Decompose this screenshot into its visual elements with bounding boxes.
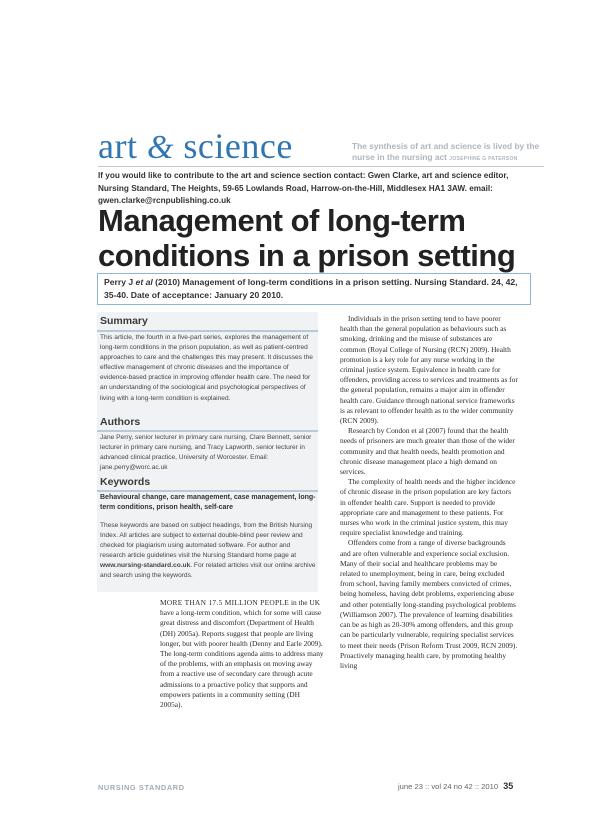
tagline-attribution: JOSEPHINE G PATERSON xyxy=(449,155,518,162)
body-paragraph-4: Offenders come from a range of diverse backgrounds and are often vulnerable and experience social exclusion. Many of their social and healthcare problems may be related to unemployment, being in care, being excluded from school, having family members convicted of crimes, being homeless, having debt problems, experiencing abuse and other potentially long-standing psychological problems (Williamson 2007). The prevalence of learning disabilities can be as high as 20-30% among offenders, and this group can be particularly vulnerable, requiring specialist services to meet their needs (Prison Reform Trust 2009, RCN 2009). Proactively managing health care, by promoting healthy living xyxy=(340,538,518,670)
citation-authors: Perry J xyxy=(104,277,134,287)
citation-box xyxy=(97,273,531,305)
tagline xyxy=(352,141,552,164)
summary-sidebar xyxy=(97,312,318,592)
keywords-heading: Keywords xyxy=(100,476,151,488)
article-title xyxy=(98,203,538,273)
authors-text: Jane Perry, senior lecturer in primary care nursing, Clare Bennett, senior lecturer in primary care nursing, and Tracy Lapworth, senior lecturer in advanced clinical practice, University of Worcester. Email: jane.perry@worc.ac.uk xyxy=(100,434,312,472)
summary-text: This article, the fourth in a five-part series, explores the management of long-term conditions in the prison population, as well as patient-centred approaches to care and the challenges this may present. It discusses the effective management of chronic diseases and the importance of evidence-based practice in improving offender health care. The need for an understanding of the sociological and psychological perspectives of living with a long-term condition is explained. xyxy=(100,334,313,402)
intro-paragraph xyxy=(160,598,324,710)
intro-text: in the UK have a long-term condition, which for some will cause great distress and discomfort (Department of Health (DH) 2005a). Reports suggest that people are living longer, but with poorer health (Denny and Earle 2009). The long-term conditions agenda aims to address many of the problems, with an emphasis on moving away from a reactive use of secondary care through acute admissions to a proactive policy that supports and empowers patients in a community setting (DH 2005a). xyxy=(160,598,324,710)
citation-etal: et al xyxy=(135,277,153,287)
intro-caps: MORE THAN 17.5 MILLION PEOPLE xyxy=(160,598,290,607)
citation-text xyxy=(104,274,524,301)
section-brand xyxy=(98,126,293,168)
summary-heading: Summary xyxy=(100,315,148,327)
header-rule xyxy=(98,166,544,167)
nursing-standard-link[interactable]: www.nursing-standard.co.uk xyxy=(100,562,191,570)
body-column-left xyxy=(160,598,324,710)
keywords-rule xyxy=(97,490,318,492)
citation-rest: (2010) Management of long-term conditions in a prison setting. Nursing Standard. 24, 42, 35-40. Date of acceptance: January 20 2010. xyxy=(104,277,518,300)
brand-science: science xyxy=(183,126,293,166)
title-line-2: conditions in a prison setting xyxy=(98,238,516,273)
authors-heading: Authors xyxy=(100,416,141,428)
page-number: 35 xyxy=(503,781,514,791)
summary-rule xyxy=(97,330,318,332)
contact-info: If you would like to contribute to the art and science section contact: Gwen Clarke, art and science editor, Nursing Standard, The Heights, 59-65 Lowlands Road, Harrow-on-the-Hill, Middlesex HA1 3AW. email: gwen.clarke@rcnpublishing.co.uk xyxy=(98,171,509,205)
brand-ampersand: & xyxy=(146,129,174,166)
issue-info xyxy=(398,781,513,791)
body-paragraph-1: Individuals in the prison setting tend to have poorer health than the general population as behaviours such as smoking, drinking and the misuse of substances are common (Royal College of Nursing (RCN) 2009). Health promotion is a key role for any nurse working in the criminal justice system. Equivalence in health care for offenders, providing access to services and treatments as for the general population, remains a major aim in offender health care. Guidance through national service frameworks is as relevant to offender health as to the wider community (RCN 2009). xyxy=(340,314,518,426)
issue-text: june 23 :: vol 24 no 42 :: 2010 xyxy=(398,782,499,791)
tagline-text: The synthesis of art and science is lived by the nurse in the nursing act xyxy=(352,141,540,162)
body-paragraph-3: The complexity of health needs and the higher incidence of chronic disease in the prison population are key factors in offender health care. Support is needed to provide appropriate care and management to these patients. For nurses who work in the criminal justice system, this may require specialist knowledge and training. xyxy=(340,477,516,538)
body-column-right xyxy=(340,314,518,671)
journal-name: NURSING STANDARD xyxy=(98,783,185,792)
body-paragraph-2: Research by Condon et al (2007) found that the health needs of prisoners are much greater than those of the wider community and that health needs, health promotion and chronic disease management place a high demand on services. xyxy=(340,426,515,477)
keywords-list: Behavioural change, care management, case management, long-term conditions, prison health, self-care xyxy=(100,494,316,512)
authors-rule xyxy=(97,430,318,432)
keywords-note xyxy=(100,521,316,582)
title-line-1: Management of long-term xyxy=(98,203,466,238)
brand-art: art xyxy=(98,126,138,166)
keywords-note-2: . For related articles visit our online archive and search using the keywords. xyxy=(100,562,316,580)
keywords-note-1: These keywords are based on subject headings, from the British Nursing Index. All articles are subject to external double-blind peer review and checked for plagiarism using automated software. For author and research article guidelines visit the Nursing Standard home page at xyxy=(100,522,313,560)
